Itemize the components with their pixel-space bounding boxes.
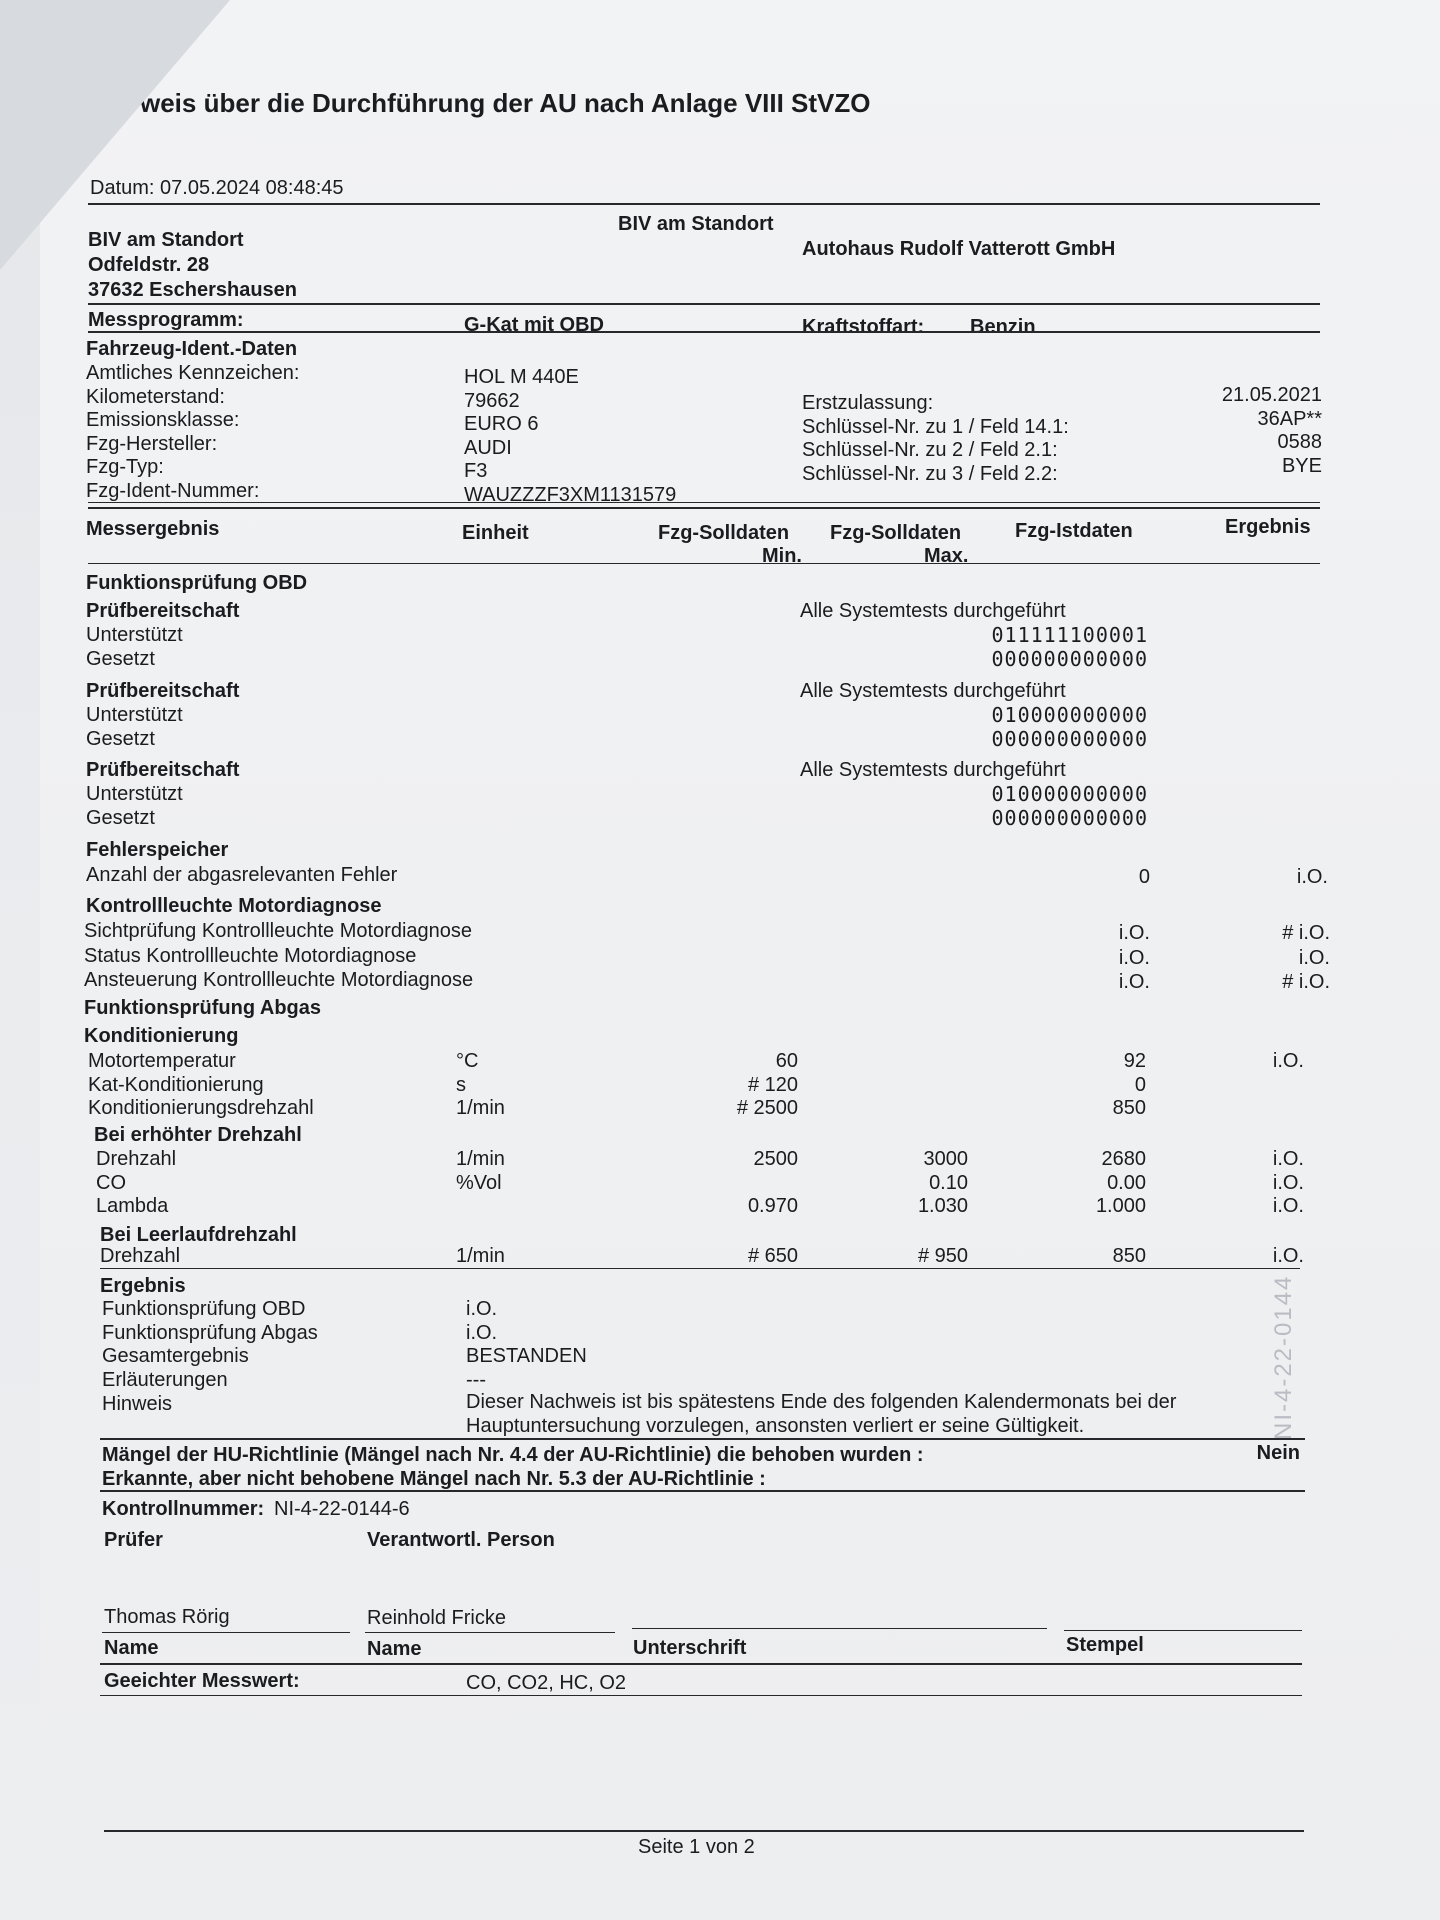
readiness-title: Prüfbereitschaft [86, 759, 240, 781]
divider [100, 1490, 1305, 1492]
mil-row-label: Status Kontrollleuchte Motordiagnose [84, 944, 417, 967]
col-soll-min: Fzg-Solldaten [658, 522, 790, 544]
mil-row-erg: i.O. [1298, 946, 1330, 969]
document-title: weis über die Durchführung der AU nach Anlage VIII StVZO [140, 88, 871, 118]
measurement-unit: s [456, 1073, 466, 1096]
measurement-ist: 92 [1123, 1050, 1146, 1072]
ergebnis-row-label: Funktionsprüfung OBD [102, 1298, 306, 1320]
measurement-erg: i.O. [1272, 1050, 1304, 1072]
vehicle-key-label: Schlüssel-Nr. zu 3 / Feld 2.2: [802, 462, 1058, 485]
measurement-erg: i.O. [1272, 1148, 1304, 1170]
measurement-min: 60 [775, 1050, 798, 1072]
measurement-label: Drehzahl [96, 1148, 177, 1170]
datum: Datum: 07.05.2024 08:48:45 [90, 177, 344, 199]
vehicle-key-value: 36AP** [1257, 407, 1322, 430]
name-label-2: Name [367, 1638, 422, 1660]
rubber-stamp-mark: NI-4-22-0144 [1270, 1274, 1297, 1440]
signature-line [365, 1632, 615, 1633]
measurement-min: 0.970 [747, 1195, 798, 1217]
mil-row-ist: i.O. [1118, 922, 1150, 944]
geeicht-label: Geeichter Messwert: [104, 1670, 300, 1692]
readiness-title: Prüfbereitschaft [86, 679, 240, 702]
hinweis-line-1: Dieser Nachweis ist bis spätestens Ende des folgenden Kalendermonats bei der [466, 1391, 1177, 1413]
signature-line [1064, 1630, 1302, 1631]
mil-row-erg: # i.O. [1282, 922, 1330, 944]
vehicle-key-label: Schlüssel-Nr. zu 1 / Feld 14.1: [802, 415, 1069, 438]
vehicle-field-label: Fzg-Typ: [86, 456, 164, 478]
measurement-label: Konditionierungsdrehzahl [88, 1097, 314, 1119]
mil-row-ist: i.O. [1118, 971, 1150, 993]
leer-title: Bei Leerlaufdrehzahl [100, 1224, 297, 1246]
fehler-label: Anzahl der abgasrelevanten Fehler [86, 864, 398, 886]
vehicle-field-value: F3 [464, 460, 488, 482]
verantwortl-label: Verantwortl. Person [367, 1529, 555, 1551]
hinweis-label: Hinweis [102, 1393, 173, 1415]
col-messergebnis: Messergebnis [86, 518, 220, 540]
vehicle-field-label: Amtliches Kennzeichen: [86, 362, 300, 384]
measurement-ist: 850 [1112, 1097, 1146, 1119]
measurement-min: # 120 [747, 1073, 798, 1096]
fehler-ist: 0 [1138, 866, 1150, 888]
measurement-label: CO [96, 1171, 126, 1194]
divider [100, 1663, 1302, 1665]
readiness-supported-value: 010000000000 [991, 702, 1148, 727]
maengel-line-1: Mängel der HU-Richtlinie (Mängel nach Nr. 4.4 der AU-Richtlinie) die behoben wurden : [102, 1444, 924, 1466]
readiness-status: Alle Systemtests durchgeführt [800, 679, 1066, 702]
divider [88, 203, 1320, 205]
measurement-max: 0.10 [929, 1171, 968, 1194]
vehicle-field-value: HOL M 440E [464, 366, 579, 388]
measurement-min: 2500 [753, 1148, 798, 1170]
readiness-status: Alle Systemtests durchgeführt [800, 600, 1066, 622]
fuel-label: Kraftstoffart: [802, 316, 925, 338]
measurement-min: # 2500 [736, 1097, 798, 1119]
folded-page-corner [0, 0, 230, 270]
col-ist: Fzg-Istdaten [1015, 520, 1133, 542]
readiness-set-value: 000000000000 [991, 806, 1148, 830]
readiness-supported-label: Unterstützt [86, 624, 183, 646]
mil-title: Kontrollleuchte Motordiagnose [86, 895, 382, 917]
station-street: Odfeldstr. 28 [88, 254, 210, 276]
measurement-erg: i.O. [1272, 1245, 1304, 1267]
vehicle-key-value: 21.05.2021 [1221, 384, 1322, 406]
measurement-ist: 0 [1134, 1073, 1146, 1096]
col-einheit: Einheit [462, 522, 529, 544]
ergebnis-row-label: Funktionsprüfung Abgas [102, 1321, 318, 1344]
ergebnis-row-label: Gesamtergebnis [102, 1345, 249, 1367]
vehicle-field-label: Fzg-Ident-Nummer: [86, 479, 260, 502]
divider [88, 303, 1320, 305]
name-label-1: Name [104, 1637, 159, 1659]
ergebnis-row-label: Erläuterungen [102, 1368, 228, 1391]
vehicle-key-value: 0588 [1277, 431, 1322, 453]
mil-row-label: Ansteuerung Kontrollleuchte Motordiagnose [84, 969, 474, 991]
stempel-label: Stempel [1066, 1634, 1144, 1656]
kond-title: Konditionierung [84, 1025, 239, 1047]
divider [100, 1268, 1300, 1269]
measurement-label: Kat-Konditionierung [88, 1073, 264, 1096]
maengel-line-1-value: Nein [1256, 1442, 1300, 1464]
readiness-set-value: 000000000000 [991, 647, 1148, 671]
divider [88, 502, 1320, 503]
measurement-ist: 1.000 [1095, 1195, 1146, 1217]
measurement-ist: 850 [1112, 1245, 1146, 1267]
measurement-erg: i.O. [1272, 1195, 1304, 1217]
hoch-title: Bei erhöhter Drehzahl [94, 1124, 302, 1146]
mil-row-label: Sichtprüfung Kontrollleuchte Motordiagnose [84, 920, 473, 942]
programm-label: Messprogramm: [88, 309, 244, 331]
vehicle-heading: Fahrzeug-Ident.-Daten [86, 338, 298, 360]
divider [100, 1695, 1302, 1696]
col-soll-max-sub: Max. [924, 545, 969, 567]
fuel-value: Benzin [970, 316, 1036, 338]
station-center-title: BIV am Standort [618, 213, 774, 235]
mil-row-ist: i.O. [1118, 946, 1150, 969]
measurement-unit: 1/min [456, 1148, 505, 1170]
measurement-ist: 0.00 [1107, 1171, 1146, 1194]
station-company: Autohaus Rudolf Vatterott GmbH [802, 238, 1116, 260]
measurement-max: 3000 [923, 1148, 968, 1170]
ergebnis-row-value: --- [466, 1368, 486, 1391]
abgas-heading: Funktionsprüfung Abgas [84, 997, 322, 1019]
footer-divider [104, 1830, 1304, 1832]
divider [88, 507, 1320, 509]
signature-line [632, 1628, 1047, 1629]
pruefer-label: Prüfer [104, 1529, 163, 1551]
col-soll-min-sub: Min. [762, 545, 802, 567]
readiness-supported-value: 010000000000 [991, 782, 1148, 806]
hinweis-line-2: Hauptuntersuchung vorzulegen, ansonsten verliert er seine Gültigkeit. [466, 1415, 1085, 1437]
col-ergebnis: Ergebnis [1225, 516, 1311, 538]
ergebnis-title: Ergebnis [100, 1275, 186, 1297]
kontroll-value: NI-4-22-0144-6 [274, 1498, 410, 1520]
ergebnis-row-value: i.O. [466, 1321, 498, 1344]
readiness-set-label: Gesetzt [86, 727, 155, 750]
divider [88, 331, 1320, 333]
measurement-unit: 1/min [456, 1245, 505, 1267]
measurement-label: Lambda [96, 1195, 169, 1217]
measurement-unit: %Vol [456, 1171, 502, 1194]
readiness-status: Alle Systemtests durchgeführt [800, 759, 1066, 781]
readiness-set-value: 000000000000 [991, 726, 1148, 751]
vehicle-key-value: BYE [1281, 454, 1322, 477]
programm-value: G-Kat mit OBD [464, 314, 604, 336]
verantwortl-name: Reinhold Fricke [367, 1607, 506, 1629]
vehicle-field-value: EURO 6 [464, 413, 539, 435]
divider [100, 1438, 1305, 1440]
signature-line [102, 1632, 350, 1633]
measurement-ist: 2680 [1101, 1148, 1146, 1170]
col-soll-max: Fzg-Solldaten [830, 522, 962, 544]
geeicht-value: CO, CO2, HC, O2 [466, 1672, 627, 1694]
station-city: 37632 Eschershausen [88, 279, 298, 301]
vehicle-field-label: Emissionsklasse: [86, 409, 240, 431]
readiness-set-label: Gesetzt [86, 807, 155, 829]
readiness-supported-value: 011111100001 [991, 623, 1148, 647]
station-name: BIV am Standort [88, 229, 244, 251]
maengel-line-2: Erkannte, aber nicht behobene Mängel nach Nr. 5.3 der AU-Richtlinie : [102, 1468, 766, 1490]
vehicle-field-label: Kilometerstand: [86, 385, 225, 408]
measurement-label: Drehzahl [100, 1245, 181, 1267]
unterschrift-label: Unterschrift [633, 1637, 747, 1659]
measurement-min: # 650 [747, 1245, 798, 1267]
pruefer-name: Thomas Rörig [104, 1606, 230, 1628]
ergebnis-row-value: i.O. [466, 1298, 498, 1320]
vehicle-field-value: WAUZZZF3XM1131579 [464, 483, 677, 506]
vehicle-field-label: Fzg-Hersteller: [86, 432, 218, 455]
vehicle-key-label: Schlüssel-Nr. zu 2 / Feld 2.1: [802, 439, 1058, 461]
vehicle-field-value: 79662 [464, 389, 520, 412]
vehicle-field-value: AUDI [464, 436, 512, 459]
ergebnis-row-value: BESTANDEN [466, 1345, 587, 1367]
obd-heading: Funktionsprüfung OBD [86, 572, 308, 594]
fehler-erg: i.O. [1296, 866, 1328, 888]
divider [88, 563, 1320, 564]
readiness-title: Prüfbereitschaft [86, 600, 240, 622]
kontroll-label: Kontrollnummer: [102, 1498, 265, 1520]
vehicle-key-label: Erstzulassung: [802, 392, 934, 414]
measurement-erg: i.O. [1272, 1171, 1304, 1194]
measurement-unit: 1/min [456, 1097, 505, 1119]
measurement-max: 1.030 [917, 1195, 968, 1217]
measurement-max: # 950 [917, 1245, 968, 1267]
fehler-title: Fehlerspeicher [86, 839, 229, 861]
page-footer: Seite 1 von 2 [638, 1836, 755, 1858]
readiness-set-label: Gesetzt [86, 648, 155, 670]
readiness-supported-label: Unterstützt [86, 703, 183, 726]
measurement-unit: °C [456, 1050, 479, 1072]
readiness-supported-label: Unterstützt [86, 783, 183, 805]
mil-row-erg: # i.O. [1282, 971, 1330, 993]
measurement-label: Motortemperatur [88, 1050, 236, 1072]
